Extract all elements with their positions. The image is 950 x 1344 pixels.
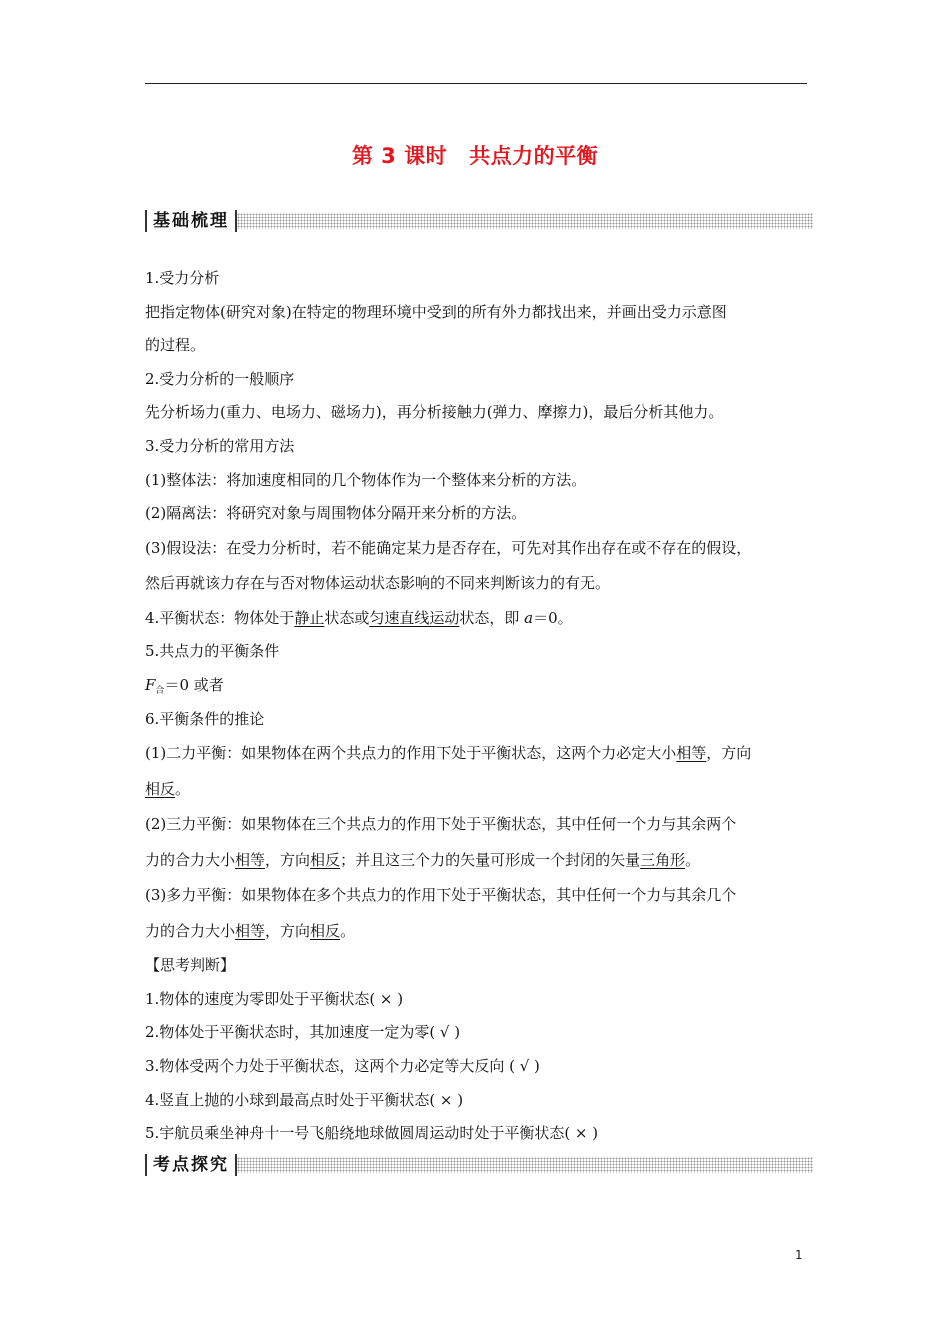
heading-equilibrium-condition: 5.共点力的平衡条件 (145, 642, 280, 661)
title-lesson: 第 3 课时 (351, 144, 448, 168)
answer-blank: 相等 (235, 921, 266, 940)
rule-two-force: (1)二力平衡：如果物体在两个共点力的作用下处于平衡状态，这两个力必定大小相等，方向 (145, 744, 752, 763)
paragraph-line: 相反。 (145, 779, 191, 798)
answer-blank: 相等 (235, 850, 266, 869)
title-topic: 共点力的平衡 (469, 144, 599, 168)
section-label: 考点探究 (145, 1154, 237, 1176)
judge-item: 3.物体受两个力处于平衡状态，这两个力必定等大反向 ( √ ) (145, 1056, 540, 1075)
section-divider-dots (237, 213, 813, 229)
page-number: 1 (795, 1248, 803, 1262)
answer-blank: 相等 (676, 744, 707, 763)
heading-analysis-order: 2.受力分析的一般顺序 (145, 369, 295, 388)
section-divider-dots (237, 1157, 813, 1173)
answer-blank: 相反 (310, 921, 341, 940)
content-body (145, 262, 810, 1151)
heading-corollaries: 6.平衡条件的推论 (145, 709, 265, 728)
method-whole: (1)整体法：将加速度相同的几个物体作为一个整体来分析的方法。 (145, 470, 587, 489)
judge-item: 1.物体的速度为零即处于平衡状态( × ) (145, 989, 404, 1008)
paragraph-line: 然后再就该力存在与否对物体运动状态影响的不同来判断该力的有无。 (145, 574, 611, 593)
paragraph-line: 把指定物体(研究对象)在特定的物理环境中受到的所有外力都找出来，并画出受力示意图 (145, 302, 727, 321)
answer-blank: 三角形 (640, 850, 686, 869)
judge-item: 5.宇航员乘坐神舟十一号飞船绕地球做圆周运动时处于平衡状态( × ) (145, 1124, 599, 1143)
paragraph-line: 力的合力大小相等，方向相反。 (145, 921, 356, 940)
heading-common-methods: 3.受力分析的常用方法 (145, 436, 295, 455)
rule-three-force: (2)三力平衡：如果物体在三个共点力的作用下处于平衡状态，其中任何一个力与其余两个 (145, 815, 737, 834)
judge-item: 4.竖直上抛的小球到最高点时处于平衡状态( × ) (145, 1090, 464, 1109)
section-header-exploration (145, 1154, 813, 1176)
heading-force-analysis: 1.受力分析 (145, 269, 220, 287)
paragraph-line: 力的合力大小相等，方向相反；并且这三个力的矢量可形成一个封闭的矢量三角形。 (145, 850, 701, 869)
paragraph-line: 先分析场力(重力、电场力、磁场力)，再分析接触力(弹力、摩擦力)，最后分析其他力。 (145, 403, 724, 422)
heading-think-judge: 【思考判断】 (145, 956, 236, 975)
rule-multi-force: (3)多力平衡：如果物体在多个共点力的作用下处于平衡状态，其中任何一个力与其余几个 (145, 886, 737, 905)
method-hypothesis: (3)假设法：在受力分析时，若不能确定某力是否存在，可先对其作出存在或不存在的假设， (145, 538, 752, 557)
page-title (0, 140, 950, 170)
answer-blank: 匀速直线运动 (369, 608, 460, 627)
answer-blank: 相反 (145, 779, 176, 798)
equilibrium-state: 4.平衡状态：物体处于静止状态或匀速直线运动状态，即 a＝0。 (145, 608, 573, 627)
section-label: 基础梳理 (145, 210, 237, 232)
paragraph-line: 的过程。 (145, 336, 206, 355)
top-rule (145, 83, 807, 84)
equilibrium-formula: $F_合=0$ 或者 (145, 675, 224, 696)
method-isolation: (2)隔离法：将研究对象与周围物体分隔开来分析的方法。 (145, 504, 527, 523)
section-header-basics (145, 210, 813, 232)
answer-blank: 相反 (310, 850, 341, 869)
answer-blank: 静止 (294, 608, 325, 627)
judge-item: 2.物体处于平衡状态时，其加速度一定为零( √ ) (145, 1023, 461, 1042)
